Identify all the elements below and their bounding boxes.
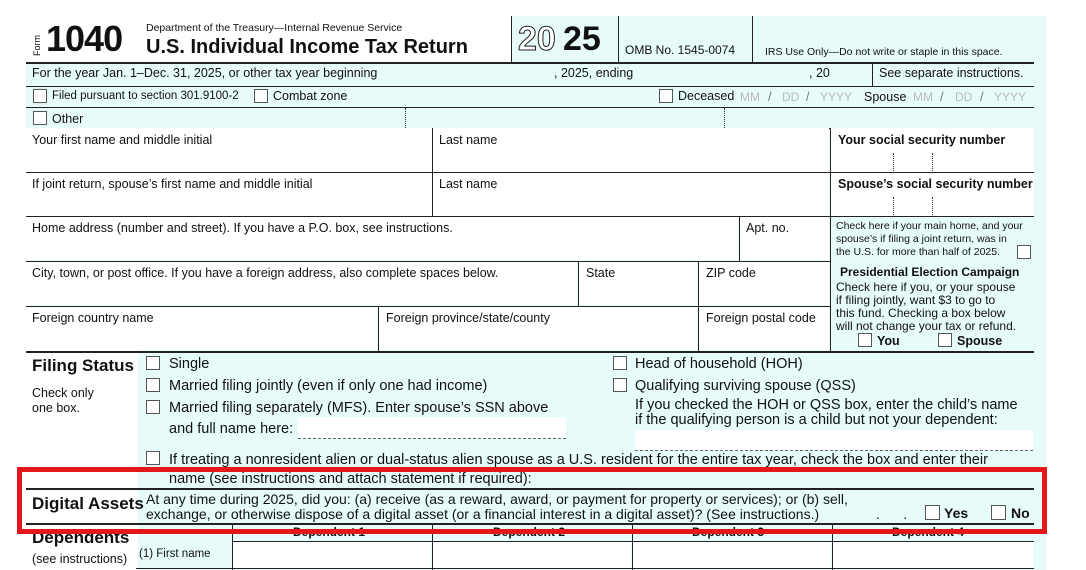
year-bold: 25 (563, 20, 601, 58)
apt-label: Apt. no. (746, 221, 790, 235)
nra-checkbox[interactable] (146, 451, 160, 465)
address-rule-3 (26, 351, 1034, 353)
form-number: 1040 (46, 18, 123, 59)
dependents-note: (see instructions) (32, 552, 128, 566)
mfs-name-underline (298, 438, 566, 439)
tax-year-rule (26, 86, 1034, 87)
single-checkbox[interactable] (146, 356, 160, 370)
ssn-sep-2 (932, 153, 933, 171)
dependent-col-4: Dependent 4 (892, 525, 965, 539)
hoh-checkbox[interactable] (613, 356, 627, 370)
spouse-slash-1: / (940, 90, 944, 104)
deceased-slash-1: / (768, 90, 772, 104)
main-home-line-2: spouse’s if filing a joint return, was in (836, 233, 1007, 245)
state-label: State (586, 266, 616, 280)
digital-assets-title: Digital Assets (32, 494, 144, 513)
main-home-line-1: Check here if your main home, and your (836, 220, 1023, 232)
see-instructions: See separate instructions. (879, 66, 1024, 80)
deceased-yyyy[interactable]: YYYY (820, 90, 853, 104)
name-col-divider-2 (830, 128, 831, 216)
spouse-slash-2: / (980, 90, 984, 104)
dependent-3-first-name[interactable] (633, 542, 831, 568)
year-outline: 20 (518, 20, 556, 58)
tax-year-divider (872, 62, 873, 86)
tax-year-text: For the year Jan. 1–Dec. 31, 2025, or other tax year beginning (32, 66, 378, 80)
dependent-col-2: Dependent 2 (493, 525, 566, 539)
foreign-province-label: Foreign province/state/county (386, 311, 550, 325)
dependents-first-name-label: (1) First name (139, 548, 211, 560)
deceased-checkbox[interactable] (659, 89, 673, 103)
other-divider-2 (724, 108, 725, 128)
digital-assets-line-1: At any time during 2025, did you: (a) receive (as a reward, award, or payment for property or services); or (b) sell, (146, 491, 848, 507)
spouse-mm[interactable]: MM (913, 90, 933, 104)
ssn-sep-1 (893, 153, 894, 171)
dependent-2-first-name[interactable] (433, 542, 631, 568)
omb-number: OMB No. 1545-0074 (625, 43, 736, 57)
dependents-row-rule (136, 568, 1034, 569)
deceased-label: Deceased (678, 89, 735, 103)
spouse-ssn-sep-1 (893, 197, 894, 215)
hoh-child-underline (635, 450, 1033, 451)
department: Department of the Treasury—Internal Revenue Service (146, 22, 403, 34)
campaign-spouse-checkbox[interactable] (938, 333, 952, 347)
other-divider-1 (405, 108, 406, 128)
tax-year-ending: , 2025, ending (554, 66, 634, 80)
hoh-child-name-field[interactable] (635, 430, 1033, 450)
dependent-col-1: Dependent 1 (293, 525, 366, 539)
dependent-4-first-name[interactable] (833, 542, 1033, 568)
digital-assets-dots: . . (876, 506, 908, 522)
digital-assets-highlight-box (17, 467, 1047, 534)
nra-label-1: If treating a nonresident alien or dual-status alien spouse as a U.S. resident for the entire tax year, check the box and enter their (169, 452, 988, 468)
deceased-mm[interactable]: MM (740, 90, 760, 104)
qss-label: Qualifying surviving spouse (QSS) (635, 378, 856, 394)
spouse-first-name-label: If joint return, spouse’s first name and middle initial (32, 177, 313, 191)
main-home-checkbox[interactable] (1017, 245, 1031, 259)
campaign-you-label: You (877, 334, 900, 348)
hoh-label: Head of household (HOH) (635, 356, 803, 372)
tax-year-20: , 20 (809, 66, 830, 80)
deceased-slash-2: / (806, 90, 810, 104)
combat-zone-checkbox[interactable] (254, 89, 268, 103)
right-col-divider (830, 216, 831, 351)
section-301-checkbox[interactable] (33, 89, 47, 103)
form-title: U.S. Individual Income Tax Return (146, 36, 468, 58)
single-label: Single (169, 356, 210, 372)
combat-zone-label: Combat zone (273, 89, 348, 103)
mfs-name-field[interactable] (298, 418, 566, 438)
spouse-last-name-label: Last name (439, 177, 498, 191)
form-label: Form (32, 35, 42, 56)
mfs-label-1: Married filing separately (MFS). Enter spouse’s SSN above (169, 400, 549, 416)
campaign-title: Presidential Election Campaign (840, 265, 1020, 279)
other-checkbox[interactable] (33, 111, 47, 125)
campaign-line-1: Check here if you, or your spouse (836, 280, 1016, 294)
foreign-country-label: Foreign country name (32, 311, 154, 325)
city-label: City, town, or post office. If you have a foreign address, also complete spaces below. (32, 266, 499, 280)
header-divider-3 (752, 16, 753, 62)
filing-status-title: Filing Status (32, 356, 134, 375)
check-only-1: Check only (32, 386, 94, 400)
header-divider-2 (618, 16, 619, 62)
hoh-note-2: if the qualifying person is a child but not your dependent: (635, 412, 998, 428)
section-301-label: Filed pursuant to section 301.9100-2 (52, 90, 239, 102)
last-name-label: Last name (439, 133, 498, 147)
digital-assets-yes-label: Yes (944, 505, 969, 521)
province-divider (378, 306, 379, 351)
digital-assets-line-2: exchange, or otherwise dispose of a digital asset (or a financial interest in a digital asset)? (See instructions.) (146, 506, 820, 522)
state-divider (578, 261, 579, 306)
campaign-spouse-label: Spouse (957, 334, 1003, 348)
first-name-label: Your first name and middle initial (32, 133, 213, 147)
spouse-ssn-label: Spouse’s social security number (838, 177, 1033, 191)
dependent-col-3: Dependent 3 (692, 525, 765, 539)
qss-checkbox[interactable] (613, 378, 627, 392)
ssn-label: Your social security number (838, 133, 1006, 147)
header-divider-1 (511, 16, 512, 62)
other-label: Other (52, 112, 84, 126)
campaign-line-3: this fund. Checking a box below (836, 306, 1006, 320)
hoh-note-1: If you checked the HOH or QSS box, enter the child’s name (635, 397, 1018, 413)
mfj-checkbox[interactable] (146, 378, 160, 392)
filed-rule (26, 107, 1034, 108)
name-col-divider-1 (432, 128, 433, 216)
mfs-label-2: and full name here: (169, 421, 294, 437)
campaign-you-checkbox[interactable] (858, 333, 872, 347)
mfs-checkbox[interactable] (146, 400, 160, 414)
campaign-line-2: if filing jointly, want $3 to go to (836, 293, 996, 307)
main-home-line-3: the U.S. for more than half of 2025. (836, 246, 1001, 258)
mfj-label: Married filing jointly (even if only one had income) (169, 378, 488, 394)
foreign-postal-label: Foreign postal code (706, 311, 816, 325)
zip-label: ZIP code (706, 266, 756, 280)
apt-divider (739, 216, 740, 261)
irs-use-only: IRS Use Only—Do not write or staple in this space. (765, 46, 1003, 58)
header-bottom-rule (26, 62, 1034, 64)
spouse-dd[interactable]: DD (955, 90, 973, 104)
deceased-dd[interactable]: DD (782, 90, 800, 104)
spouse-deceased-label: Spouse (864, 90, 907, 104)
spouse-yyyy[interactable]: YYYY (994, 90, 1027, 104)
dependent-1-first-name[interactable] (233, 542, 431, 568)
dependents-title: Dependents (32, 528, 130, 547)
spouse-ssn-sep-2 (932, 197, 933, 215)
digital-assets-no-label: No (1011, 505, 1030, 521)
check-only-2: one box. (32, 401, 80, 415)
home-address-label: Home address (number and street). If you have a P.O. box, see instructions. (32, 221, 453, 235)
nra-label-2: name (see instructions and attach statement if required): (169, 471, 532, 487)
campaign-line-4: will not change your tax or refund. (836, 319, 1017, 333)
